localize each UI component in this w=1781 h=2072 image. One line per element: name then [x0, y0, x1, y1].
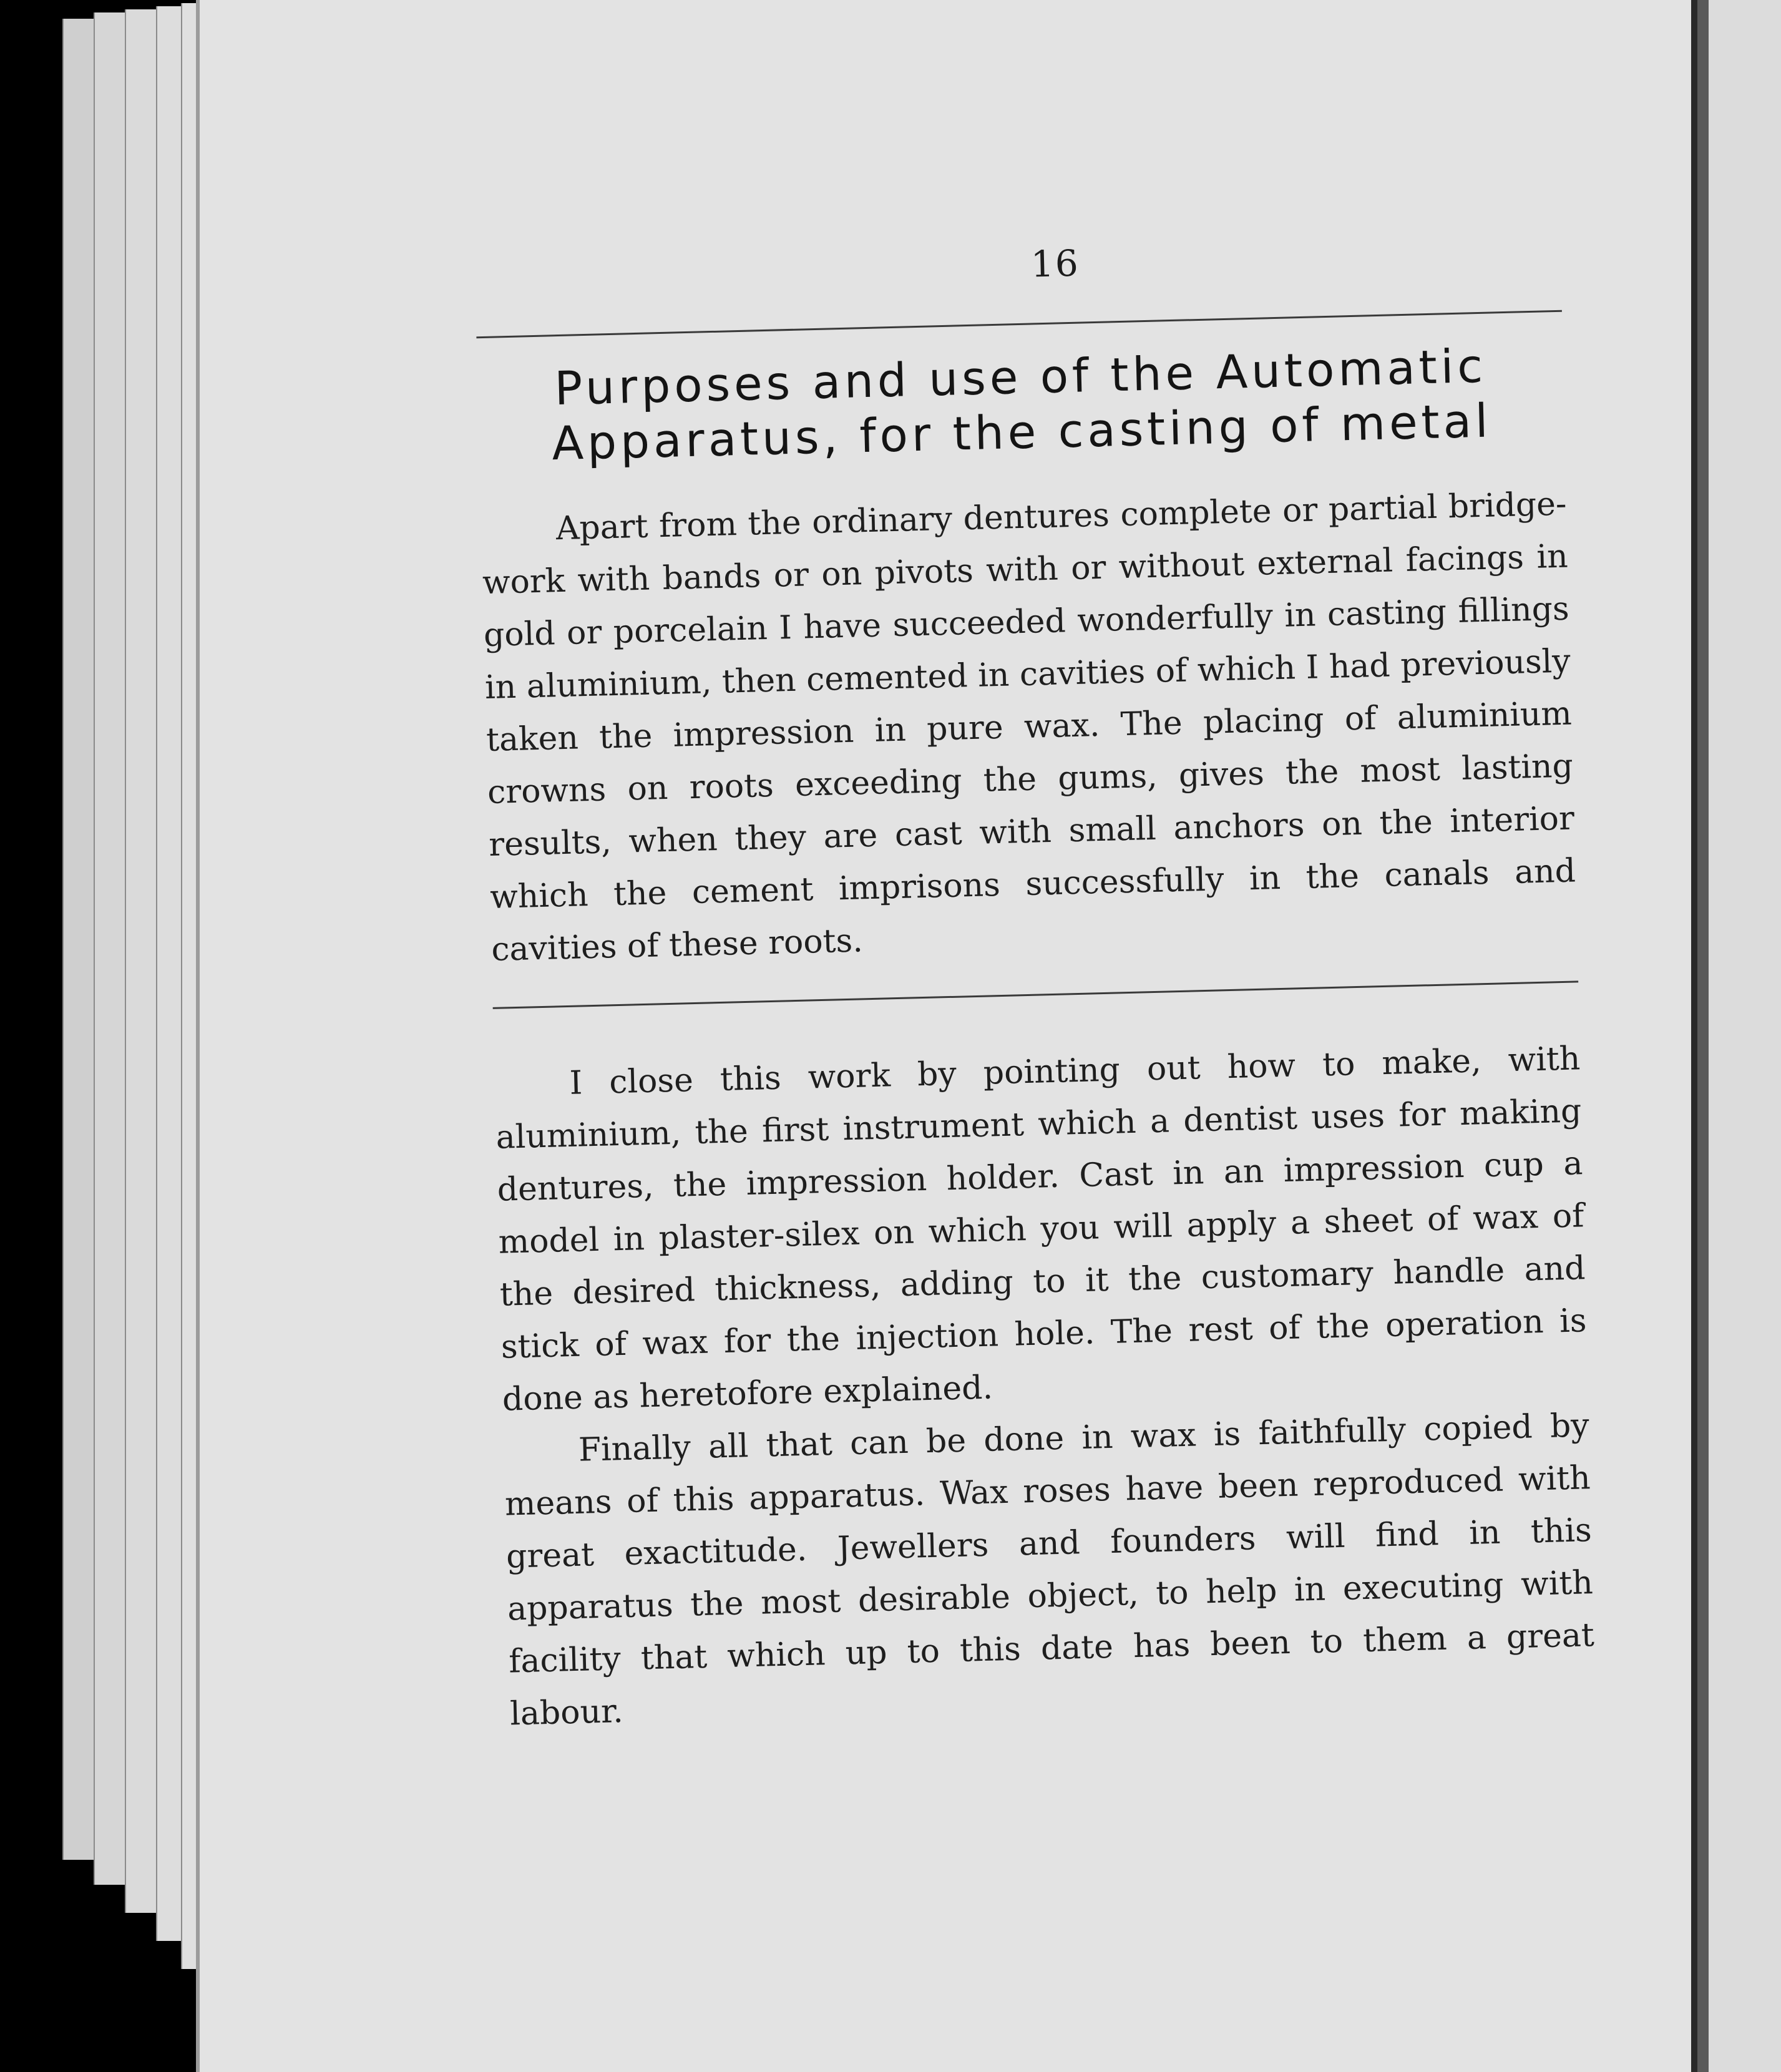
adjacent-page [1697, 0, 1781, 2072]
section-title [477, 337, 1565, 473]
paragraph-3: Finally all that can be done in wax is faithfully copied by means of this apparatus. Wax roses have been reproduced with great exactitude. Jewellers and founders will find in this apparatus the most desirable object, to help in executing with facility that which up to this date has been to them a great labour. [504, 1407, 1595, 1733]
page-content [474, 230, 1596, 1741]
top-rule [476, 310, 1562, 339]
title-line-2: Apparatus, for the casting of metal [551, 394, 1493, 471]
paragraph-2: I close this work by pointing out how to make, with aluminium, the first instrument which a dentist uses for making dentures, the impression holder. Cast in an impression cup a model in plaster-silex on which you will apply a sheet of wax of the desired thickness, adding to it the customary handle and stick of wax for the injection hole. The rest of the operation is done as heretofore explained. [495, 1040, 1588, 1419]
middle-rule [493, 980, 1579, 1009]
title-line-1: Purposes and use of the Automatic [554, 339, 1487, 416]
document-page [200, 0, 1691, 2072]
page-number: 16 [1030, 242, 1080, 286]
paragraph-1: Apart from the ordinary dentures complete or partial bridge-work with bands or on pivots with or without external facings in gold or porcelain I have succeeded wonderfully in casting fillings in aluminium, then cemented in cavities of which I had previously taken the impression in pure wax. The placing of aluminium crowns on roots exceeding the gums, gives the most lasting results, when they are cast with small anchors on the interior which the cement imprisons successfully in the canals and cavities of these roots. [482, 485, 1576, 969]
